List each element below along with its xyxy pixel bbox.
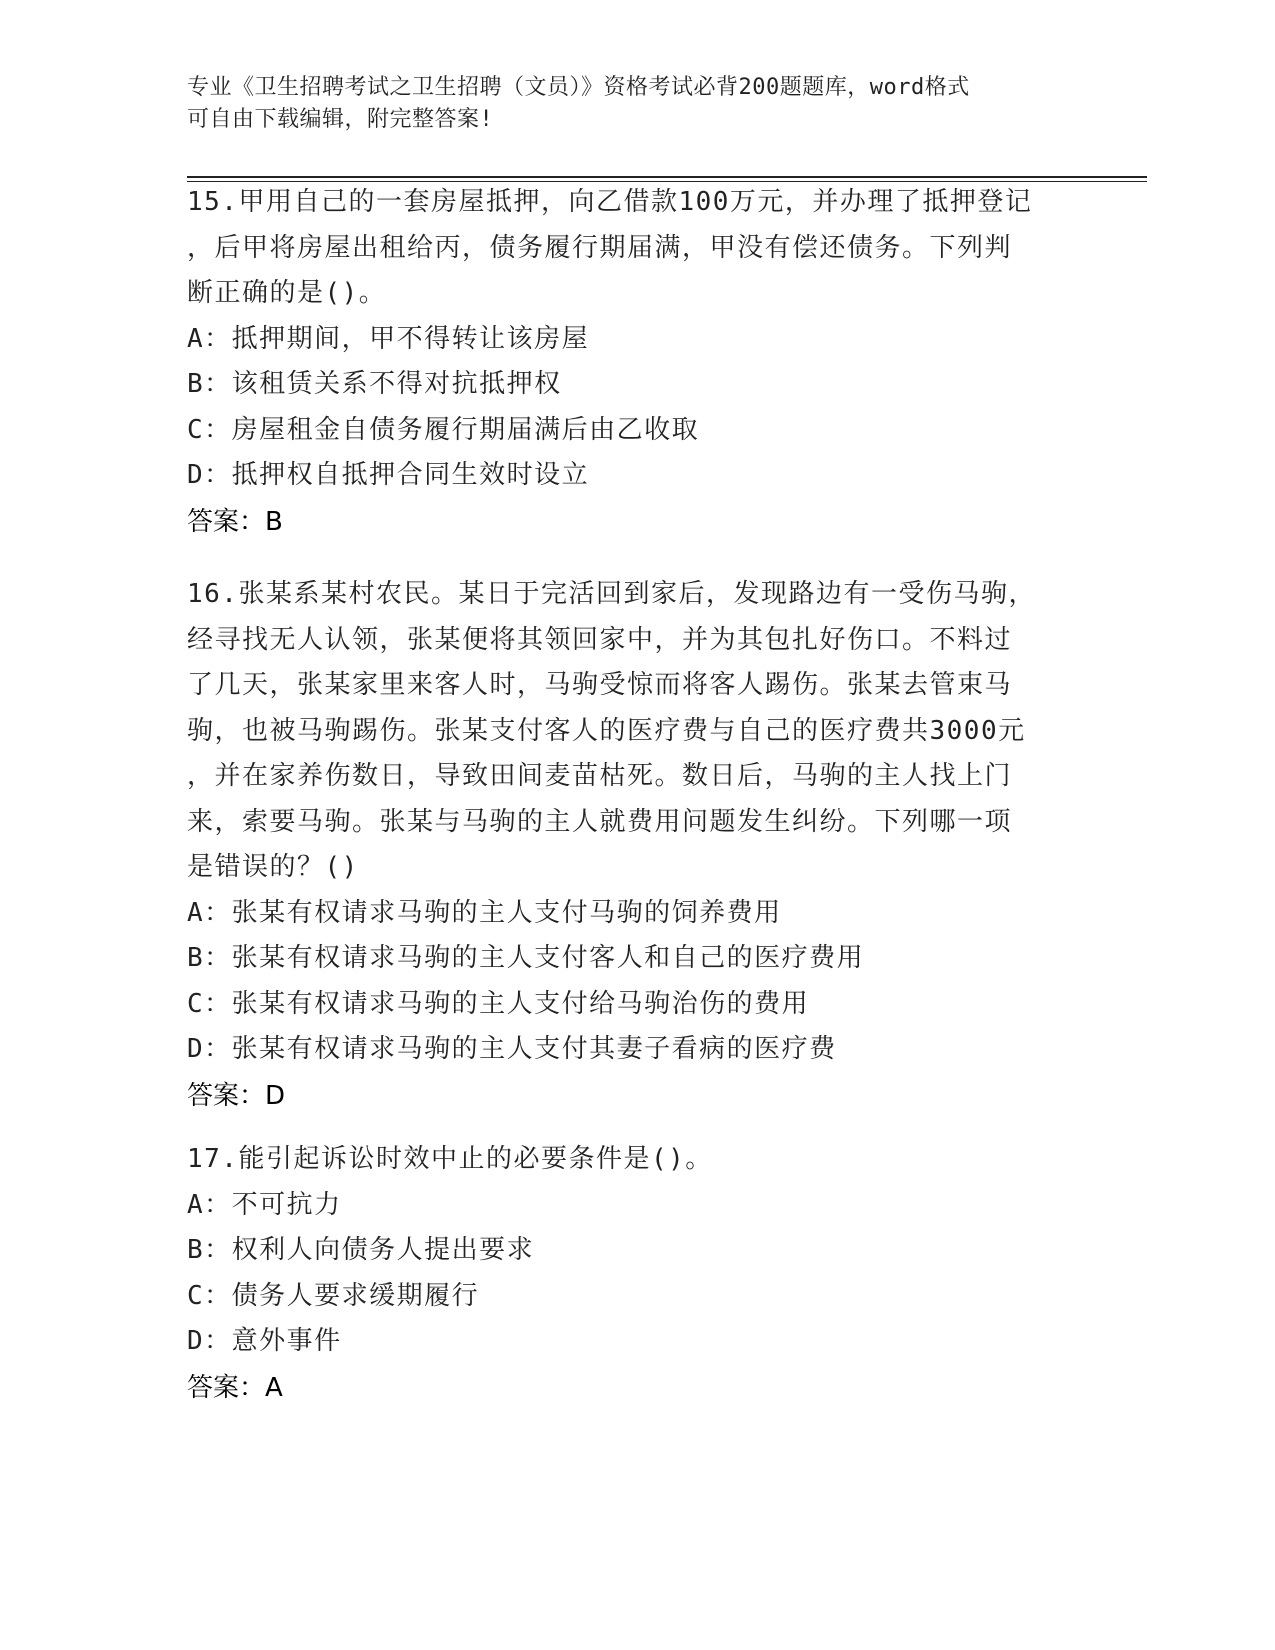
question-15 — [187, 180, 1087, 545]
option-c: C：张某有权请求马驹的主人支付给马驹治伤的费用 — [187, 988, 810, 1019]
header-title-line-2: 可自由下载编辑，附完整答案! — [187, 107, 494, 132]
question-17 — [187, 1137, 1087, 1411]
answer: 答案：A — [187, 1372, 283, 1403]
answer: 答案：D — [187, 1080, 286, 1111]
option-d: D：意外事件 — [187, 1326, 342, 1356]
question-stem: 17.能引起诉讼时效中止的必要条件是()。 — [187, 1144, 713, 1174]
option-a: A：张某有权请求马驹的主人支付马驹的饲养费用 — [187, 897, 782, 928]
question-stem: 15.甲用自己的一套房屋抵押，向乙借款100万元，并办理了抵押登记 ，后甲将房屋出租给丙，债务履行期届满，甲没有偿还债务。下列判 断正确的是()。 — [187, 187, 1033, 308]
answer: 答案：B — [187, 506, 283, 537]
option-b: B：该租赁关系不得对抗抵押权 — [187, 369, 562, 399]
option-c: C：房屋租金自债务履行期届满后由乙收取 — [187, 414, 700, 445]
option-c: C：债务人要求缓期履行 — [187, 1280, 480, 1311]
header-divider-thick — [187, 176, 1147, 178]
option-a: A：抵押期间，甲不得转让该房屋 — [187, 323, 590, 354]
option-d: D：张某有权请求马驹的主人支付其妻子看病的医疗费 — [187, 1034, 837, 1064]
header-title-line-1: 专业《卫生招聘考试之卫生招聘（文员）》资格考试必背200题题库，word格式 — [187, 75, 970, 100]
question-stem: 16.张某系某村农民。某日于完活回到家后，发现路边有一受伤马驹， 经寻找无人认领，张某便将其领回家中，并为其包扎好伤口。不料过 了几天，张某家里来客人时，马驹受惊而将客人踢伤。张某去管束马 驹，也被马驹踢伤。张某支付客人的医疗费与自己的医疗费共3000元 ，并在家养伤数日，导致田间麦苗枯死。数日后，马驹的主人找上门 来，索要马驹。张某与马驹的主人就费用问题发生纠纷。下列哪一项 是错误的？() — [187, 579, 1036, 882]
option-a: A：不可抗力 — [187, 1189, 342, 1220]
option-b: B：权利人向债务人提出要求 — [187, 1235, 535, 1265]
document-header — [187, 72, 1087, 136]
option-d: D：抵押权自抵押合同生效时设立 — [187, 460, 590, 490]
question-16 — [187, 572, 1087, 1119]
option-b: B：张某有权请求马驹的主人支付客人和自己的医疗费用 — [187, 943, 865, 973]
